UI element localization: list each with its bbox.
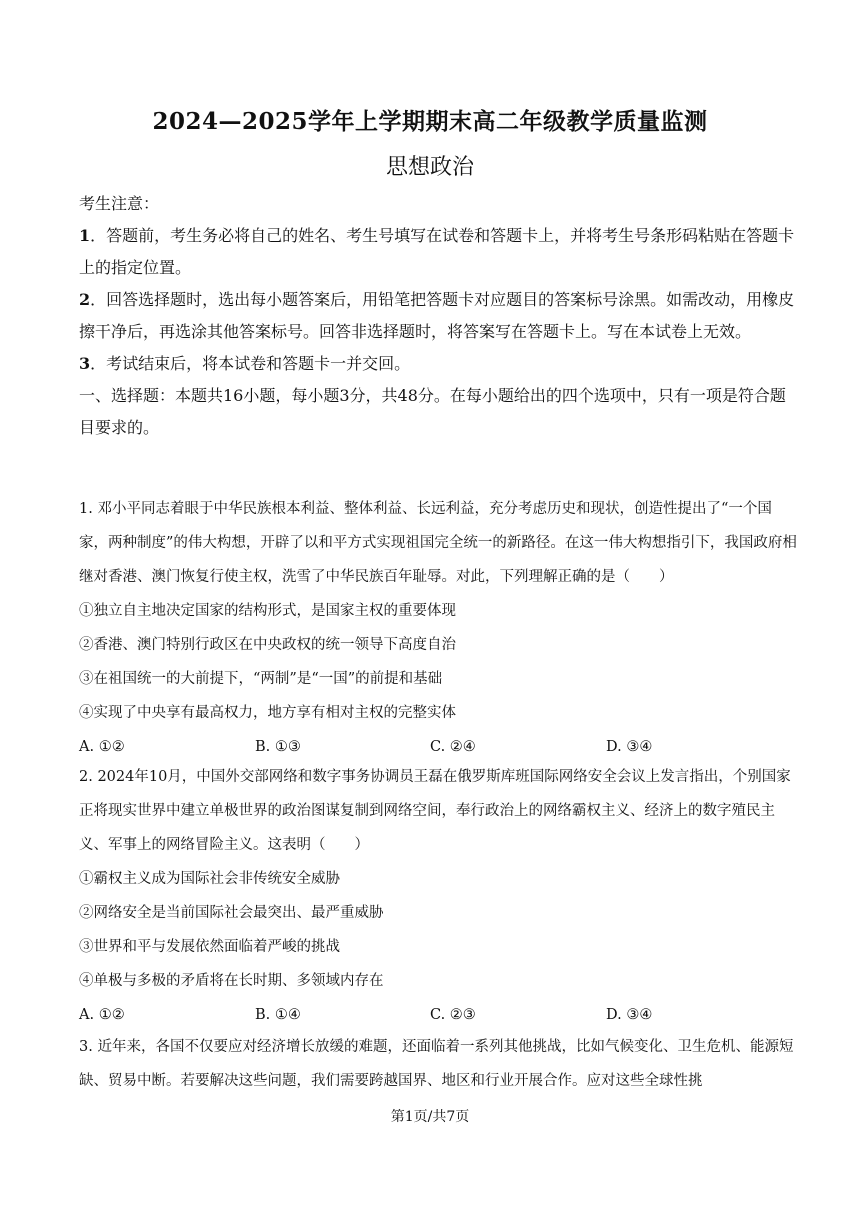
- question-3: [79, 1030, 799, 1098]
- statement: ①独立自主地决定国家的结构形式，是国家主权的重要体现: [79, 603, 456, 619]
- statement: ②香港、澳门特别行政区在中央政权的统一领导下高度自治: [79, 637, 456, 653]
- notice-item-text: ．考试结束后，将本试卷和答题卡一并交回。: [90, 354, 411, 373]
- option-c: C. ②④: [430, 739, 476, 755]
- statement: ③世界和平与发展依然面临着严峻的挑战: [79, 939, 340, 955]
- question-2: [79, 760, 799, 1032]
- statement: ②网络安全是当前国际社会最突出、最严重威胁: [79, 905, 384, 921]
- notice-item-1: [79, 220, 799, 284]
- statement: ①霸权主义成为国际社会非传统安全威胁: [79, 871, 340, 887]
- section-heading: 一、选择题：本题共16小题，每小题3分，共48分。在每小题给出的四个选项中，只有一项是符合题目要求的。: [79, 386, 786, 437]
- notice-item-number: 1: [79, 226, 91, 245]
- option-d: D. ③④: [606, 739, 653, 755]
- question-stem: 3. 近年来，各国不仅要应对经济增长放缓的难题，还面临着一系列其他挑战，比如气候变化、卫生危机、能源短缺、贸易中断。若要解决这些问题，我们需要跨越国界、地区和行业开展合作。应对这些全球性挑: [79, 1039, 794, 1089]
- question-stem: 1. 邓小平同志着眼于中华民族根本利益、整体利益、长远利益，充分考虑历史和现状，创造性提出了“一个国家，两种制度”的伟大构想，开辟了以和平方式实现祖国完全统一的新路径。在这一伟大构想指引下，我国政府相继对香港、澳门恢复行使主权，洗雪了中华民族百年耻辱。对此，下列理解正确的是（ ）: [79, 501, 797, 585]
- notice-item-text: ．回答选择题时，选出每小题答案后，用铅笔把答题卡对应题目的答案标号涂黑。如需改动，用橡皮擦干净后，再选涂其他答案标号。回答非选择题时，将答案写在答题卡上。写在本试卷上无效。: [79, 290, 795, 341]
- statement: ④实现了中央享有最高权力，地方享有相对主权的完整实体: [79, 705, 456, 721]
- question-1: [79, 492, 799, 764]
- notice-item-number: 3: [79, 354, 91, 373]
- option-c: C. ②③: [430, 1007, 476, 1023]
- subject-title: 思想政治: [385, 155, 474, 180]
- option-b: B. ①④: [255, 1007, 301, 1023]
- option-a: A. ①②: [79, 739, 125, 755]
- statement: ④单极与多极的矛盾将在长时期、多领域内存在: [79, 973, 384, 989]
- notice-heading: 考生注意：: [79, 194, 160, 213]
- notice-item-2: [79, 284, 799, 348]
- option-b: B. ①③: [255, 739, 301, 755]
- option-a: A. ①②: [79, 1007, 125, 1023]
- answer-options: [79, 730, 799, 764]
- exam-title: 2024—2025学年上学期期末高二年级教学质量监测: [152, 108, 708, 135]
- option-d: D. ③④: [606, 1007, 653, 1023]
- statement: ③在祖国统一的大前提下，“两制”是“一国”的前提和基础: [79, 671, 443, 687]
- notice-item-3: [79, 348, 799, 380]
- notice-item-text: ．答题前，考生务必将自己的姓名、考生号填写在试卷和答题卡上，并将考生号条形码粘贴在答题卡上的指定位置。: [79, 226, 795, 277]
- notice-item-number: 2: [79, 290, 91, 309]
- page-number: 第1页/共7页: [390, 1109, 470, 1125]
- answer-options: [79, 998, 799, 1032]
- notice-section: [79, 188, 799, 444]
- question-stem: 2. 2024年10月，中国外交部网络和数字事务协调员王磊在俄罗斯库班国际网络安全会议上发言指出，个别国家正将现实世界中建立单极世界的政治图谋复制到网络空间，奉行政治上的网络霸权主义、经济上的数字殖民主义、军事上的网络冒险主义。这表明（ ）: [79, 769, 791, 853]
